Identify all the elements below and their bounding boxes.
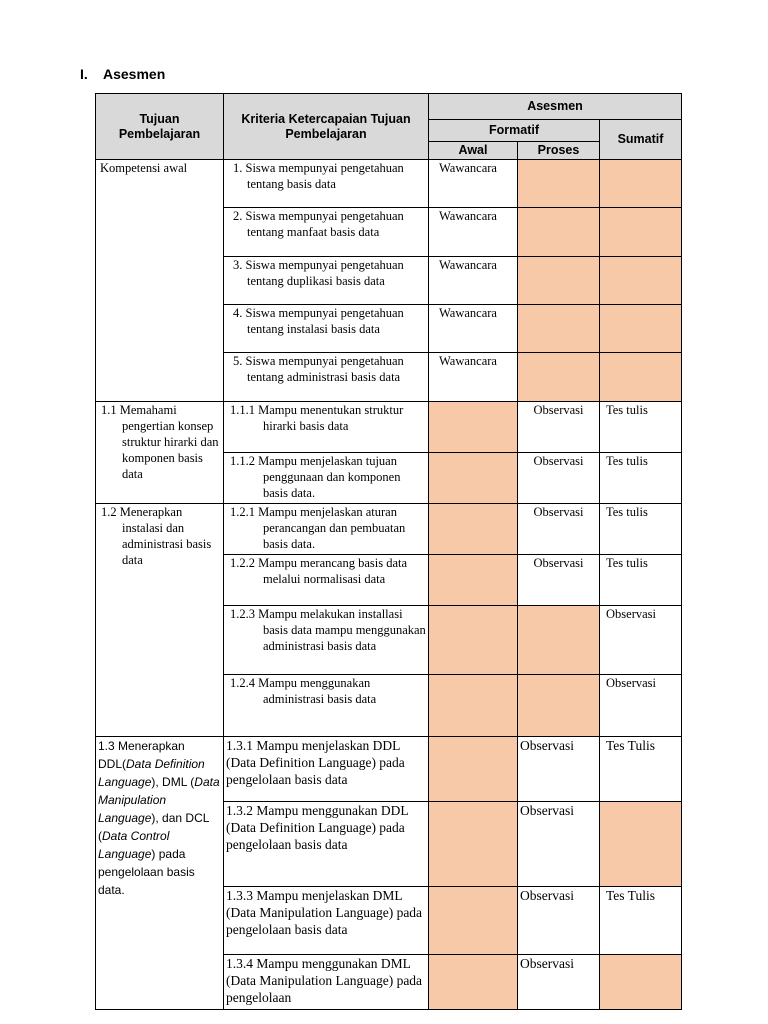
criteria-cell xyxy=(224,606,429,675)
criteria-cell xyxy=(224,504,429,555)
proses-cell: Observasi xyxy=(518,955,600,1010)
header-kriteria: Kriteria Ketercapaian Tujuan Pembelajaran xyxy=(224,94,429,160)
criteria-cell xyxy=(224,802,429,887)
objective-text: 1.2 Menerapkan instalasi dan administrasi basis data xyxy=(101,505,212,567)
table-row xyxy=(96,737,682,802)
awal-cell xyxy=(429,887,518,955)
criteria-text: 2. Siswa mempunyai pengetahuan tentang manfaat basis data xyxy=(233,209,404,239)
criteria-cell xyxy=(224,402,429,453)
proses-cell: Observasi xyxy=(518,402,600,453)
criteria-text: 1.1.2 Mampu menjelaskan tujuan penggunaan dan komponen basis data. xyxy=(230,454,401,500)
sumatif-cell xyxy=(600,955,682,1010)
objective-cell xyxy=(96,504,224,737)
table-row xyxy=(96,160,682,208)
criteria-cell xyxy=(224,555,429,606)
awal-cell: Wawancara xyxy=(429,305,518,353)
table-row xyxy=(96,402,682,453)
objective-text: ) pada pengelolaan basis data. xyxy=(98,847,195,897)
sumatif-cell: Tes tulis xyxy=(600,555,682,606)
awal-cell xyxy=(429,504,518,555)
criteria-text: 3. Siswa mempunyai pengetahuan tentang duplikasi basis data xyxy=(233,258,404,288)
sumatif-cell xyxy=(600,305,682,353)
proses-cell xyxy=(518,305,600,353)
criteria-text: 4. Siswa mempunyai pengetahuan tentang instalasi basis data xyxy=(233,306,404,336)
criteria-cell xyxy=(224,453,429,504)
header-tujuan: Tujuan Pembelajaran xyxy=(96,94,224,160)
proses-cell xyxy=(518,160,600,208)
criteria-text: 1.3.2 Mampu menggunakan DDL (Data Definition Language) pada pengelolaan basis data xyxy=(226,803,409,852)
awal-cell xyxy=(429,802,518,887)
section-title: Asesmen xyxy=(103,66,166,82)
table-row xyxy=(96,504,682,555)
objective-term: Data Definition Language xyxy=(98,757,205,789)
criteria-cell xyxy=(224,160,429,208)
header-sumatif: Sumatif xyxy=(600,120,682,160)
sumatif-cell: Tes Tulis xyxy=(600,737,682,802)
criteria-cell xyxy=(224,305,429,353)
sumatif-cell: Tes tulis xyxy=(600,453,682,504)
objective-cell xyxy=(96,160,224,402)
criteria-text: 1.3.3 Mampu menjelaskan DML (Data Manipulation Language) pada pengelolaan basis data xyxy=(226,888,423,937)
proses-cell: Observasi xyxy=(518,887,600,955)
criteria-text: 1.1.1 Mampu menentukan struktur hirarki basis data xyxy=(230,403,404,433)
awal-cell xyxy=(429,402,518,453)
proses-cell xyxy=(518,675,600,737)
awal-cell xyxy=(429,606,518,675)
proses-cell xyxy=(518,257,600,305)
proses-cell xyxy=(518,606,600,675)
section-heading xyxy=(80,66,165,82)
criteria-cell xyxy=(224,955,429,1010)
awal-cell xyxy=(429,675,518,737)
objective-text: ), dan DCL ( xyxy=(98,811,209,843)
awal-cell: Wawancara xyxy=(429,208,518,257)
sumatif-cell xyxy=(600,208,682,257)
header-proses: Proses xyxy=(518,142,600,160)
sumatif-cell xyxy=(600,802,682,887)
criteria-text: 1.2.1 Mampu menjelaskan aturan perancangan dan pembuatan basis data. xyxy=(230,505,406,551)
criteria-text: 1.3.4 Mampu menggunakan DML (Data Manipulation Language) pada pengelolaan xyxy=(226,956,423,1005)
sumatif-cell: Tes tulis xyxy=(600,504,682,555)
table-body xyxy=(96,160,682,1010)
proses-cell: Observasi xyxy=(518,737,600,802)
proses-cell xyxy=(518,353,600,402)
proses-cell: Observasi xyxy=(518,504,600,555)
criteria-cell xyxy=(224,737,429,802)
assessment-table xyxy=(95,93,682,1010)
objective-cell xyxy=(96,737,224,1010)
sumatif-cell: Tes tulis xyxy=(600,402,682,453)
awal-cell: Wawancara xyxy=(429,353,518,402)
awal-cell xyxy=(429,737,518,802)
criteria-text: 1.2.2 Mampu merancang basis data melalui normalisasi data xyxy=(230,556,408,586)
proses-cell xyxy=(518,208,600,257)
criteria-text: 5. Siswa mempunyai pengetahuan tentang administrasi basis data xyxy=(233,354,404,384)
criteria-text: 1.3.1 Mampu menjelaskan DDL (Data Definition Language) pada pengelolaan basis data xyxy=(226,738,405,787)
awal-cell: Wawancara xyxy=(429,160,518,208)
objective-text: 1.3 Menerapkan DDL( xyxy=(98,739,185,771)
sumatif-cell: Observasi xyxy=(600,606,682,675)
objective-term: Data Manipulation Language xyxy=(98,775,220,825)
objective-text: 1.1 Memahami pengertian konsep struktur hirarki dan komponen basis data xyxy=(101,403,219,481)
awal-cell xyxy=(429,955,518,1010)
criteria-text: 1.2.3 Mampu melakukan installasi basis data mampu menggunakan administrasi basis data xyxy=(230,607,426,653)
criteria-cell xyxy=(224,257,429,305)
awal-cell xyxy=(429,453,518,504)
sumatif-cell xyxy=(600,257,682,305)
sumatif-cell xyxy=(600,353,682,402)
criteria-text: 1. Siswa mempunyai pengetahuan tentang basis data xyxy=(233,161,404,191)
proses-cell: Observasi xyxy=(518,555,600,606)
header-asesmen: Asesmen xyxy=(429,94,682,120)
proses-cell: Observasi xyxy=(518,802,600,887)
objective-cell xyxy=(96,402,224,504)
header-awal: Awal xyxy=(429,142,518,160)
criteria-cell xyxy=(224,675,429,737)
objective-text: Kompetensi awal xyxy=(100,161,188,175)
header-formatif: Formatif xyxy=(429,120,600,142)
criteria-cell xyxy=(224,208,429,257)
objective-term: Data Control Language xyxy=(98,829,170,861)
criteria-cell xyxy=(224,887,429,955)
sumatif-cell xyxy=(600,160,682,208)
sumatif-cell: Observasi xyxy=(600,675,682,737)
section-number: I. xyxy=(80,66,88,82)
proses-cell: Observasi xyxy=(518,453,600,504)
awal-cell xyxy=(429,555,518,606)
criteria-cell xyxy=(224,353,429,402)
sumatif-cell: Tes Tulis xyxy=(600,887,682,955)
objective-text: ), DML ( xyxy=(151,775,195,789)
awal-cell: Wawancara xyxy=(429,257,518,305)
criteria-text: 1.2.4 Mampu menggunakan administrasi basis data xyxy=(230,676,377,706)
